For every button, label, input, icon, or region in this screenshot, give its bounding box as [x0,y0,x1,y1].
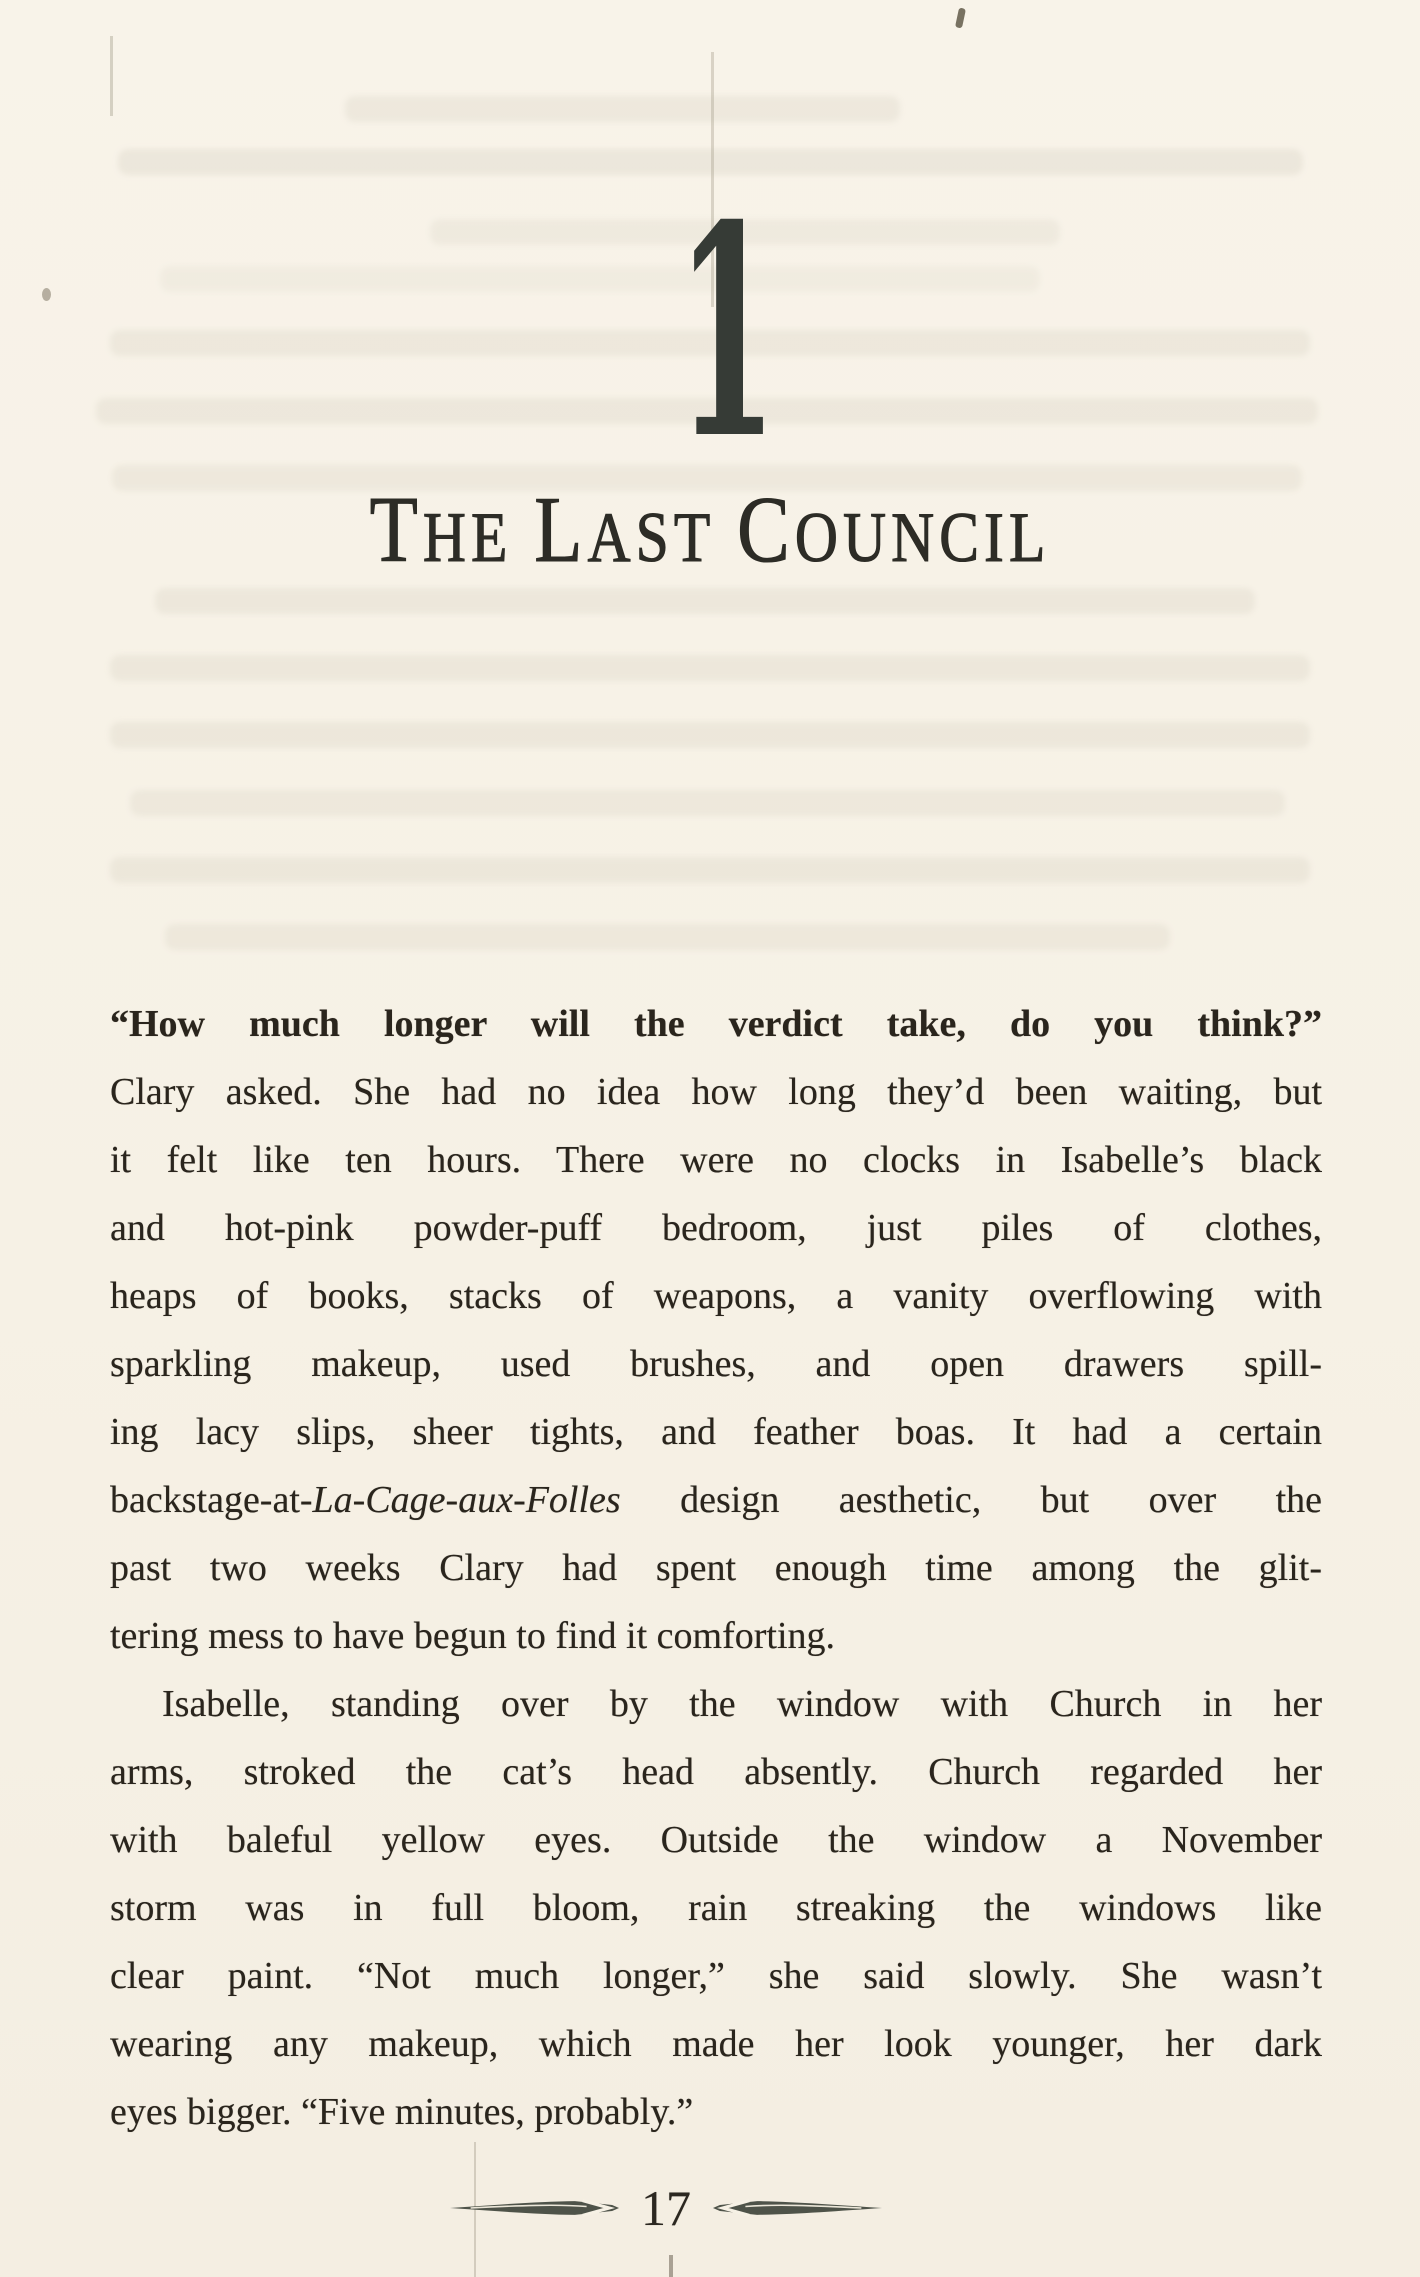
text-line [110,2078,1322,2146]
text-line [110,1602,1322,1670]
text-segment: Clary asked. She had no idea how long they’d been waiting, but [110,1071,1322,1113]
bleed-through-ghost [345,96,900,122]
bleed-through-ghost [165,924,1170,950]
chapter-title-word: THE [369,478,513,582]
text-line [110,1670,1322,1738]
ink-speck [955,7,966,28]
chapter-number-numeral: 1 [676,163,778,503]
text-line [110,1126,1322,1194]
text-line [110,1874,1322,1942]
text-line [110,1942,1322,2010]
bleed-through-ghost [110,655,1310,681]
bleed-through-ghost [110,722,1310,748]
bleed-through-ghost [155,588,1255,614]
text-line [110,1330,1322,1398]
text-segment: it felt like ten hours. There were no clocks in Isabelle’s black [110,1139,1322,1181]
left-spear-ornament-icon [449,2195,621,2221]
body-text [110,990,1322,2146]
right-spear-ornament-icon [711,2195,883,2221]
text-segment: storm was in full bloom, rain streaking the windows like [110,1887,1322,1929]
text-segment: eyes bigger. “Five minutes, probably.” [110,2091,694,2133]
ink-speck [669,2255,673,2277]
scan-streak [110,36,113,116]
text-segment: design aesthetic, but over the [620,1479,1322,1521]
bold-text-segment: “How much longer will the verdict take, do you think?” [110,1003,1322,1045]
chapter-number [0,163,1420,503]
text-line [110,1398,1322,1466]
text-line [110,1058,1322,1126]
italic-text-segment: La-Cage-aux-Folles [312,1479,621,1521]
text-line [110,1194,1322,1262]
text-line [110,1806,1322,1874]
chapter-title-word: LAST [534,478,716,582]
text-line [110,1466,1322,1534]
text-segment: ing lacy slips, sheer tights, and feather boas. It had a certain [110,1411,1322,1453]
text-line [110,990,1322,1058]
text-line [110,1534,1322,1602]
text-segment: Isabelle, standing over by the window with Church in her [162,1683,1322,1725]
text-segment: with baleful yellow eyes. Outside the window a November [110,1819,1322,1861]
chapter-title [114,478,1307,582]
chapter-title-word: COUNCIL [737,478,1051,582]
text-line [110,2010,1322,2078]
text-segment: arms, stroked the cat’s head absently. Church regarded her [110,1751,1322,1793]
text-line [110,1738,1322,1806]
text-segment: and hot-pink powder-puff bedroom, just piles of clothes, [110,1207,1322,1249]
text-segment: sparkling makeup, used brushes, and open drawers spill- [110,1343,1322,1385]
bleed-through-ghost [130,790,1285,816]
text-segment: tering mess to have begun to find it comforting. [110,1615,836,1657]
text-segment: past two weeks Clary had spent enough time among the glit- [110,1547,1322,1589]
page-number: 17 [641,2180,691,2236]
bleed-through-ghost [110,857,1310,883]
page-footer [0,2180,1376,2236]
text-segment: clear paint. “Not much longer,” she said slowly. She wasn’t [110,1955,1322,1997]
text-line [110,1262,1322,1330]
text-segment: heaps of books, stacks of weapons, a vanity overflowing with [110,1275,1322,1317]
text-segment: wearing any makeup, which made her look younger, her dark [110,2023,1322,2065]
text-segment: backstage-at- [110,1479,313,1521]
